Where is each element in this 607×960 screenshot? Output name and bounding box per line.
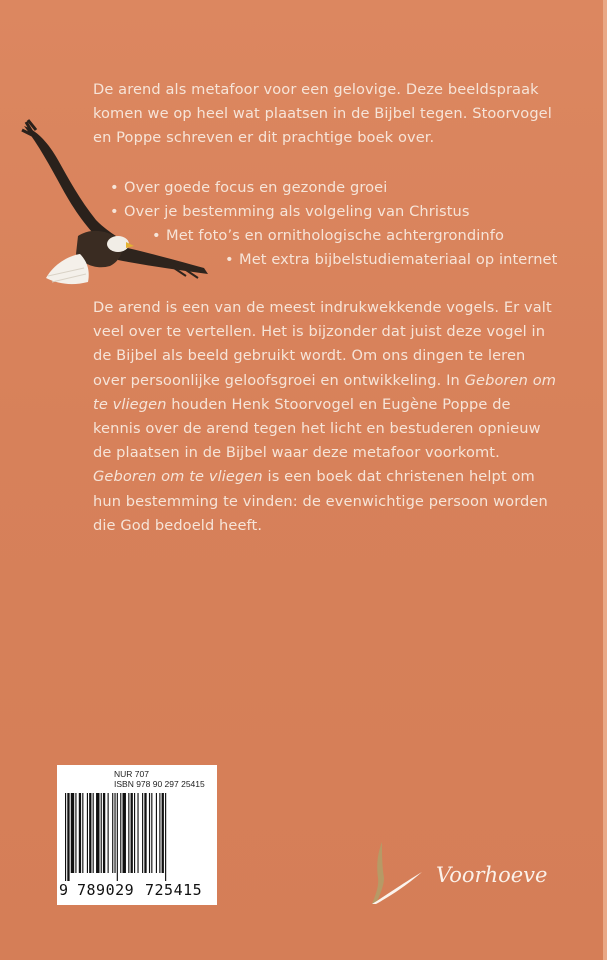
- barcode-bar: [82, 793, 83, 873]
- barcode-bar: [117, 793, 118, 881]
- barcode-digits-right: 725415: [145, 881, 203, 899]
- barcode-bar: [108, 793, 109, 873]
- barcode-bar: [71, 793, 74, 873]
- barcode-bar: [151, 793, 152, 873]
- barcode-bar: [137, 793, 138, 873]
- bullet-item: • Over goede focus en gezonde groei: [110, 179, 388, 196]
- barcode-bar: [123, 793, 126, 873]
- barcode-bar: [120, 793, 121, 873]
- barcode-bar: [101, 793, 102, 873]
- barcode-bars: [65, 793, 211, 881]
- nur-code: NUR 707: [114, 769, 149, 779]
- publisher-logo: [368, 838, 568, 908]
- barcode-bar: [159, 793, 160, 873]
- barcode-bar: [131, 793, 133, 873]
- barcode-bar: [149, 793, 150, 873]
- barcode-bar: [96, 793, 99, 873]
- barcode-bar: [142, 793, 143, 873]
- bullet-item: • Met foto’s en ornithologische achtergrondinfo: [152, 227, 504, 244]
- book-title: Geboren om te vliegen: [93, 468, 263, 486]
- barcode-bar: [134, 793, 135, 873]
- barcode-bar: [114, 793, 115, 873]
- barcode-bar: [93, 793, 94, 873]
- barcode-bar: [156, 793, 157, 873]
- barcode-bar: [87, 793, 88, 873]
- barcode-bar: [103, 793, 105, 873]
- barcode-bar: [75, 793, 76, 873]
- barcode-bar: [79, 793, 81, 873]
- intro-text: De arend als metafoor voor een gelovige. Deze beeldspraak komen we op heel wat plaatsen in de Bijbel tegen. Stoorvogel en Poppe schreven er dit prachtige boek over.: [93, 81, 552, 147]
- barcode-digits-left: 789029: [77, 881, 135, 899]
- barcode-digit-first: 9: [59, 881, 69, 899]
- barcode-bar: [165, 793, 166, 881]
- barcode-bar: [162, 793, 164, 873]
- isbn-text: ISBN 978 90 297 25415: [114, 779, 205, 789]
- barcode-bar: [67, 793, 69, 881]
- publisher-name: Voorhoeve: [436, 863, 548, 887]
- barcode-bar: [65, 793, 66, 881]
- bullet-item: • Over je bestemming als volgeling van Christus: [110, 203, 470, 220]
- book-title: Geboren om te vliegen: [93, 371, 557, 413]
- barcode-bar: [112, 793, 113, 873]
- barcode-bar: [128, 793, 129, 873]
- bullet-item: • Met extra bijbelstudiemateriaal op internet: [225, 251, 558, 268]
- barcode-label: [57, 765, 217, 905]
- publisher-feather-logo: [368, 838, 428, 908]
- barcode-bar: [144, 793, 146, 873]
- description-paragraph: De arend is een van de meest indrukwekkende vogels. Er valt veel over te vertellen. Het is bijzonder dat juist deze vogel in de Bijbel als beeld gebruikt wordt. Om ons dingen te leren over persoonlijke geloofsgroei en ontwikkeling. In Geboren om te vliegen houden Henk Stoorvogel en Eugène Poppe de kennis over de arend tegen het licht en bestuderen opnieuw de plaatsen in de Bijbel waar deze metafoor voorkomt. Geboren om te vliegen is een boek dat christenen helpt om hun bestemming te vinden: de evenwichtige persoon worden die God bedoeld heeft.: [93, 299, 557, 534]
- intro-paragraph: [93, 78, 573, 151]
- barcode-bar: [89, 793, 91, 873]
